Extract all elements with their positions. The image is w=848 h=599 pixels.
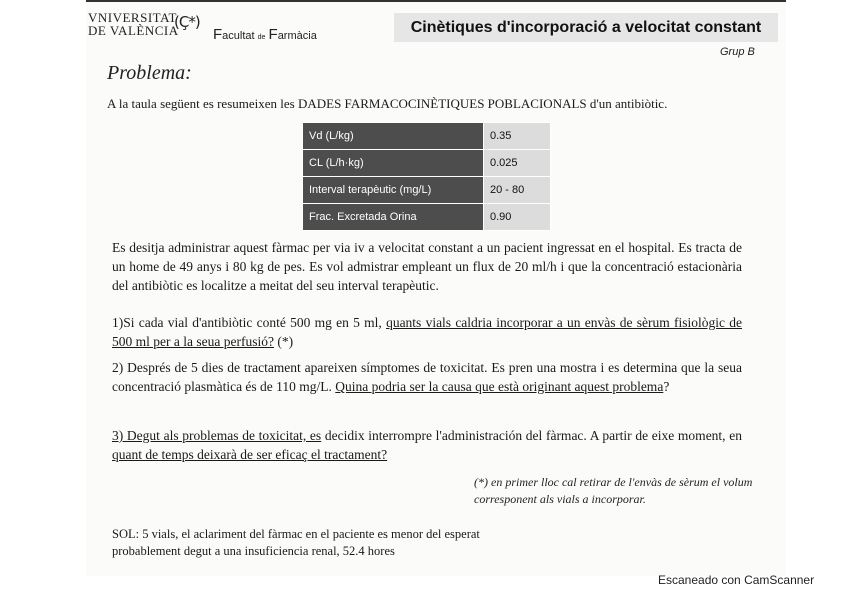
top-border-line: [86, 0, 786, 2]
question-2: [112, 358, 742, 396]
question-3-text: decidix interrompre l'administración del fàrmac. A partir de eixe moment, en: [321, 428, 742, 443]
question-2-end: ?: [663, 379, 670, 394]
university-seal-icon: (Ç*): [174, 13, 200, 31]
question-1: [112, 313, 742, 351]
pk-value: 0.35: [484, 123, 551, 150]
question-1-underlined: quants vials caldria incorporar a un envàs de sèrum fisiològic de 500 ml per a la seua perfusió?: [112, 315, 743, 349]
question-1-text: 1)Si cada vial d'antibiòtic conté 500 mg en 5 ml,: [112, 315, 387, 330]
pk-label: Vd (L/kg): [303, 123, 484, 150]
university-logo: [88, 11, 338, 47]
table-row: [303, 123, 551, 150]
question-2-underlined: Quina podria ser la causa que està originant aquest problema: [335, 379, 664, 394]
faculty-de: de: [257, 34, 266, 41]
faculty-name: [213, 26, 317, 43]
university-name-line1: VNIVERSITAT: [88, 10, 177, 25]
pk-value: 20 - 80: [484, 177, 551, 204]
table-row: [303, 204, 551, 231]
camscanner-watermark: Escaneado con CamScanner: [658, 573, 815, 587]
faculty-initial-1: F: [213, 26, 223, 43]
faculty-initial-2: F: [268, 26, 278, 43]
university-name-line2: DE VALÈNCIA: [88, 23, 179, 38]
problem-statement: Es desitja administrar aquest fàrmac per via iv a velocitat constant a un pacient ingressat en el hospital. Es tracta de un home de 49 anys i 80 kg de pes. Es vol admistrar empleant un flux de 20 ml/h i que la concentració estacionària del antibiòtic es localitze a meitat del seu interval terapèutic.: [112, 240, 742, 293]
university-name: [88, 11, 179, 37]
document-title: Cinètiques d'incorporació a velocitat constant: [394, 13, 778, 42]
pk-label: Frac. Excretada Orina: [303, 204, 484, 231]
intro-text: A la taula següent es resumeixen les DADES FARMACOCINÈTIQUES POBLACIONALS d'un antibiòtic.: [107, 96, 668, 111]
question-3-underlined-end: quant de temps deixarà de ser eficaç el tractament?: [112, 447, 388, 462]
table-row: [303, 150, 551, 177]
group-label: Grup B: [720, 46, 755, 58]
pk-data-table: [302, 122, 551, 231]
question-3: [112, 426, 742, 464]
problem-heading: Problema:: [107, 62, 192, 84]
question-1-mark: (*): [273, 334, 294, 349]
pk-label: CL (L/h·kg): [303, 150, 484, 177]
faculty-word-2: armàcia: [277, 30, 317, 42]
pk-value: 0.025: [484, 150, 551, 177]
solution-text: SOL: 5 vials, el aclariment del fàrmac en el paciente es menor del esperat probablement degut a una insuficiencia renal, 52.4 hores: [112, 527, 480, 558]
table-row: [303, 177, 551, 204]
pk-label: Interval terapèutic (mg/L): [303, 177, 484, 204]
faculty-word-1: acultat: [222, 30, 255, 42]
footnote: (*) en primer lloc cal retirar de l'envàs de sèrum el volum corresponent als vials a incorporar.: [474, 475, 753, 506]
question-3-underlined-start: 3) Degut als problemas de toxicitat, es: [112, 428, 322, 443]
pk-value: 0.90: [484, 204, 551, 231]
question-2-text: 2) Després de 5 dies de tractament apareixen símptomes de toxicitat. Es pren una mostra i es determina que la seua concentració plasmàtica és de 110 mg/L.: [112, 360, 742, 394]
